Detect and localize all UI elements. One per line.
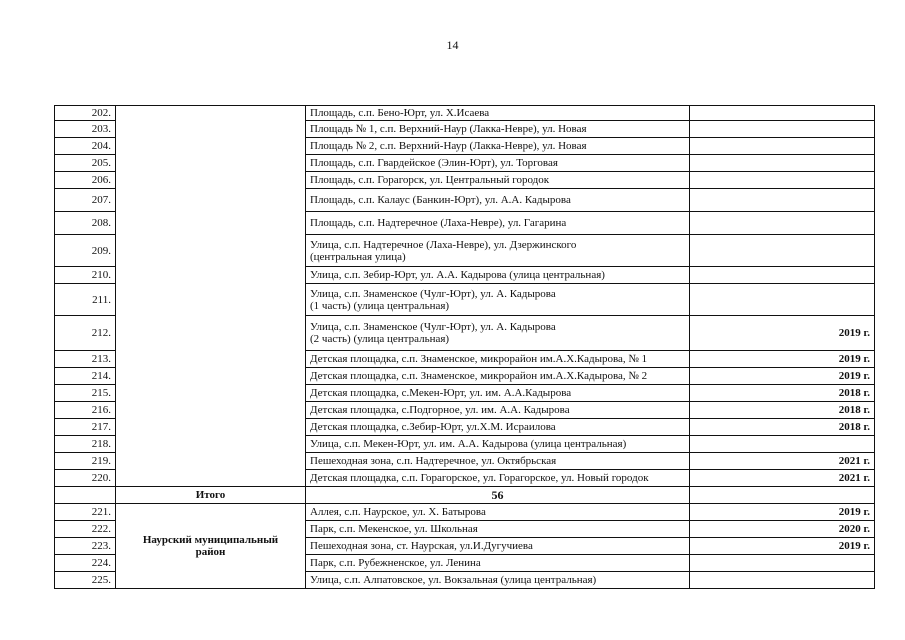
row-number: 219. [55, 453, 116, 470]
row-number: 220. [55, 470, 116, 487]
object-name: Детская площадка, с.Подгорное, ул. им. А.А. Кадырова [306, 402, 690, 419]
year-cell [690, 267, 875, 284]
objects-table [54, 105, 875, 589]
object-name: Площадь № 1, с.п. Верхний-Наур (Лакка-Невре), ул. Новая [306, 121, 690, 138]
page-number: 14 [446, 38, 459, 52]
row-number: 225. [55, 572, 116, 589]
row-number: 222. [55, 521, 116, 538]
year-cell [690, 189, 875, 212]
year-cell [690, 155, 875, 172]
year-cell [690, 235, 875, 267]
table-row [55, 106, 875, 121]
year-cell: 2019 г. [690, 368, 875, 385]
object-name: Детская площадка, с.Зебир-Юрт, ул.Х.М. Исраилова [306, 419, 690, 436]
district-cell [116, 106, 306, 487]
object-name: Детская площадка, с.п. Знаменское, микрорайон им.А.Х.Кадырова, № 2 [306, 368, 690, 385]
year-cell [690, 106, 875, 121]
object-name: Парк, с.п. Мекенское, ул. Школьная [306, 521, 690, 538]
year-cell: 2019 г. [690, 504, 875, 521]
year-cell: 2018 г. [690, 402, 875, 419]
object-name: Пешеходная зона, ст. Наурская, ул.И.Дугучиева [306, 538, 690, 555]
row-number: 204. [55, 138, 116, 155]
total-value: 56 [306, 487, 690, 504]
year-cell: 2019 г. [690, 351, 875, 368]
object-name: Площадь, с.п. Надтеречное (Лаха-Невре), ул. Гагарина [306, 212, 690, 235]
district-name-line-1: Наурский муниципальный [142, 534, 279, 546]
row-number: 215. [55, 385, 116, 402]
row-number: 205. [55, 155, 116, 172]
row-number: 216. [55, 402, 116, 419]
year-cell: 2019 г. [690, 538, 875, 555]
year-cell [690, 284, 875, 316]
row-number: 224. [55, 555, 116, 572]
year-cell: 2020 г. [690, 521, 875, 538]
year-cell [690, 172, 875, 189]
object-name: Улица, с.п. Мекен-Юрт, ул. им. А.А. Кадырова (улица центральная) [306, 436, 690, 453]
row-number: 206. [55, 172, 116, 189]
row-number: 203. [55, 121, 116, 138]
object-name: Улица, с.п. Зебир-Юрт, ул. А.А. Кадырова (улица центральная) [306, 267, 690, 284]
row-number: 213. [55, 351, 116, 368]
total-year-cell [690, 487, 875, 504]
row-number: 202. [55, 106, 116, 121]
object-name: Площадь № 2, с.п. Верхний-Наур (Лакка-Невре), ул. Новая [306, 138, 690, 155]
row-number: 212. [55, 316, 116, 351]
object-name [306, 284, 690, 316]
object-name: Детская площадка, с.Мекен-Юрт, ул. им. А.А.Кадырова [306, 385, 690, 402]
row-number: 218. [55, 436, 116, 453]
row-number: 208. [55, 212, 116, 235]
year-cell: 2019 г. [690, 316, 875, 351]
district-cell [116, 504, 306, 589]
object-name [306, 316, 690, 351]
year-cell [690, 212, 875, 235]
total-label: Итого [116, 487, 306, 504]
row-number: 209. [55, 235, 116, 267]
object-name-line-2: (1 часть) (улица центральная) [310, 299, 450, 312]
district-name-line-2: район [195, 546, 226, 558]
row-number: 211. [55, 284, 116, 316]
year-cell: 2018 г. [690, 385, 875, 402]
row-number: 217. [55, 419, 116, 436]
object-name-line-2: (центральная улица) [310, 250, 406, 263]
year-cell [690, 555, 875, 572]
object-name: Площадь, с.п. Горагорск, ул. Центральный городок [306, 172, 690, 189]
object-name: Улица, с.п. Алпатовское, ул. Вокзальная (улица центральная) [306, 572, 690, 589]
row-number: 214. [55, 368, 116, 385]
row-number: 223. [55, 538, 116, 555]
object-name: Аллея, с.п. Наурское, ул. Х. Батырова [306, 504, 690, 521]
object-name-line-2: (2 часть) (улица центральная) [310, 333, 450, 345]
year-cell [690, 121, 875, 138]
object-name-line-1: Улица, с.п. Знаменское (Чулг-Юрт), ул. А. Кадырова [310, 321, 556, 333]
year-cell [690, 436, 875, 453]
object-name: Парк, с.п. Рубежненское, ул. Ленина [306, 555, 690, 572]
object-name: Пешеходная зона, с.п. Надтеречное, ул. Октябрьская [306, 453, 690, 470]
year-cell [690, 572, 875, 589]
year-cell: 2018 г. [690, 419, 875, 436]
object-name-line-1: Улица, с.п. Знаменское (Чулг-Юрт), ул. А. Кадырова [310, 287, 556, 300]
object-name: Площадь, с.п. Бено-Юрт, ул. Х.Исаева [306, 106, 690, 121]
object-name: Детская площадка, с.п. Знаменское, микрорайон им.А.Х.Кадырова, № 1 [306, 351, 690, 368]
year-cell [690, 138, 875, 155]
total-empty-cell [55, 487, 116, 504]
year-cell: 2021 г. [690, 470, 875, 487]
total-row [55, 487, 875, 504]
row-number: 207. [55, 189, 116, 212]
object-name: Площадь, с.п. Калаус (Банкин-Юрт), ул. А.А. Кадырова [306, 189, 690, 212]
object-name-line-1: Улица, с.п. Надтеречное (Лаха-Невре), ул. Дзержинского [310, 238, 577, 251]
object-name [306, 235, 690, 267]
table-row [55, 504, 875, 521]
object-name: Площадь, с.п. Гвардейское (Элин-Юрт), ул. Торговая [306, 155, 690, 172]
row-number: 221. [55, 504, 116, 521]
year-cell: 2021 г. [690, 453, 875, 470]
object-name: Детская площадка, с.п. Горагорское, ул. Горагорское, ул. Новый городок [306, 470, 690, 487]
row-number: 210. [55, 267, 116, 284]
